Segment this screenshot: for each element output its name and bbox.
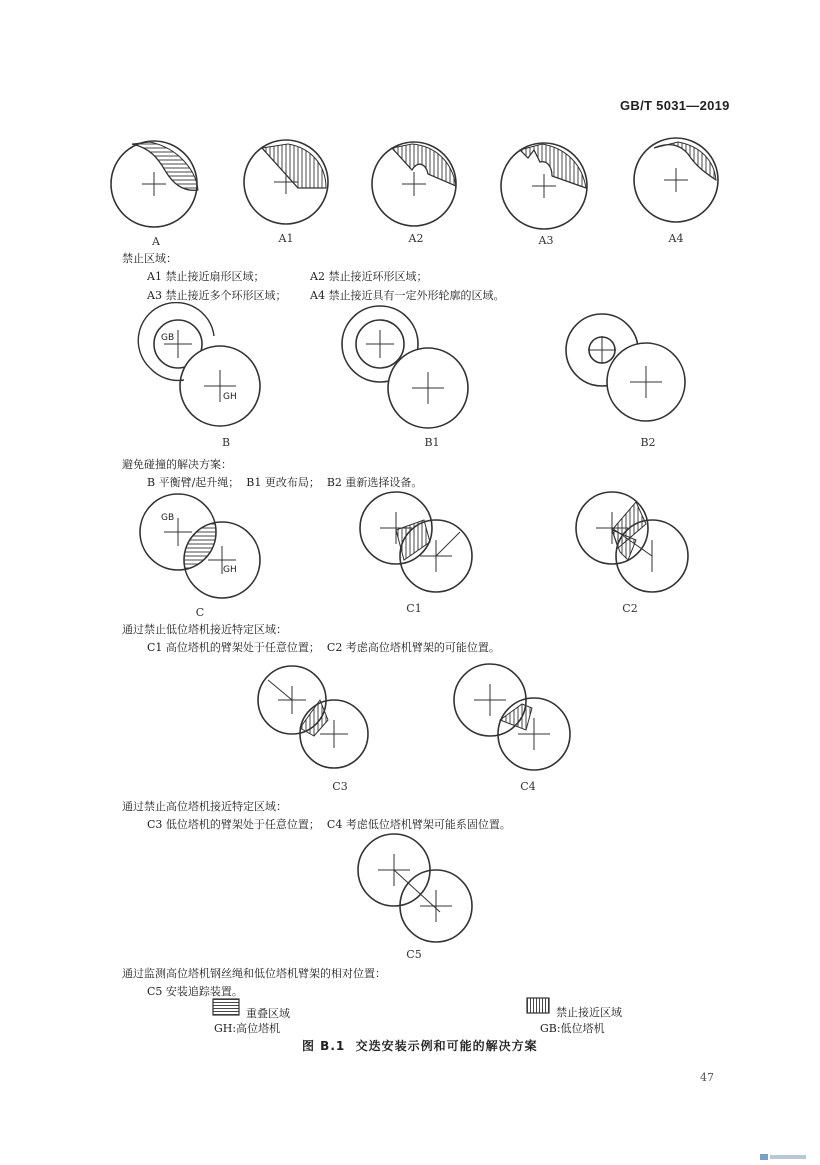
label-a: A bbox=[152, 235, 160, 248]
caption-a-title: 禁止区域： bbox=[122, 252, 177, 265]
diagram-c1 bbox=[360, 492, 472, 592]
label-a3: A3 bbox=[538, 234, 554, 247]
label-c4: C4 bbox=[520, 780, 536, 793]
diagram-c bbox=[140, 494, 260, 598]
diagram-c4 bbox=[454, 664, 570, 770]
label-c3: C3 bbox=[332, 780, 348, 793]
caption-a-line1: A1 禁止接近扇形区域； bbox=[147, 270, 265, 283]
legend-gh-label: GH:高位塔机 bbox=[214, 1022, 281, 1035]
caption-b-title: 避免碰撞的解决方案： bbox=[122, 458, 232, 471]
figure-row-c bbox=[0, 490, 820, 605]
figure-row-b bbox=[0, 302, 820, 437]
page-number: 47 bbox=[700, 1071, 714, 1084]
label-b: B bbox=[221, 436, 231, 449]
label-a1: A1 bbox=[278, 232, 294, 245]
caption-c-title: 通过禁止低位塔机接近特定区域： bbox=[122, 623, 287, 636]
label-a2: A2 bbox=[408, 232, 424, 245]
caption-c5-title: 通过监测高位塔机钢丝绳和低位塔机臂架的相对位置： bbox=[122, 967, 386, 980]
legend-overlap-swatch bbox=[212, 998, 242, 1018]
figure-row-c34 bbox=[0, 660, 820, 775]
diagram-a3 bbox=[501, 143, 587, 229]
diagram-a2 bbox=[372, 142, 456, 226]
standard-number: GB/T 5031—2019 bbox=[620, 98, 730, 113]
diagram-c3 bbox=[258, 666, 368, 768]
b-gb-label: GB bbox=[161, 333, 175, 343]
label-a4: A4 bbox=[668, 232, 684, 245]
c-gh-label: GH bbox=[223, 565, 237, 575]
diagram-b bbox=[138, 303, 260, 426]
legend-forbidden-swatch bbox=[526, 997, 556, 1017]
caption-a-line4: A4 禁止接近具有一定外形轮廓的区域。 bbox=[310, 289, 505, 302]
corner-watermark bbox=[760, 1146, 810, 1154]
diagram-b2 bbox=[566, 314, 685, 421]
c-gb-label: GB bbox=[161, 513, 175, 523]
caption-c34-title: 通过禁止高位塔机接近特定区域： bbox=[122, 800, 287, 813]
diagram-a bbox=[111, 141, 198, 227]
figure-row-c5 bbox=[0, 832, 820, 947]
diagram-c5 bbox=[358, 834, 472, 942]
diagram-b1 bbox=[342, 306, 468, 428]
legend-gb-label: GB:低位塔机 bbox=[540, 1022, 605, 1035]
legend-forbidden-label: 禁止接近区域 bbox=[556, 1006, 622, 1019]
diagram-a1 bbox=[244, 140, 328, 224]
caption-a-line3: A3 禁止接近多个环形区域； bbox=[147, 289, 287, 302]
label-c5: C5 bbox=[406, 948, 422, 961]
diagram-c2 bbox=[576, 492, 688, 592]
caption-a-line2: A2 禁止接近环形区域； bbox=[310, 270, 428, 283]
label-c1: C1 bbox=[406, 602, 422, 615]
diagram-a4 bbox=[634, 138, 718, 222]
figure-caption: 图 B.1 交迭安装示例和可能的解决方案 bbox=[302, 1039, 538, 1053]
label-c: C bbox=[195, 606, 205, 619]
label-b1: B1 bbox=[424, 436, 440, 449]
caption-c5-line: C5 安装追踪装置。 bbox=[147, 985, 243, 998]
label-c2: C2 bbox=[622, 602, 638, 615]
b-gh-label: GH bbox=[223, 392, 237, 402]
caption-c34-line: C3 低位塔机的臂架处于任意位置； C4 考虑低位塔机臂架可能系固位置。 bbox=[147, 818, 511, 831]
caption-b-line: B 平衡臂/起升绳； B1 更改布局； B2 重新选择设备。 bbox=[147, 476, 423, 489]
caption-c-line: C1 高位塔机的臂架处于任意位置； C2 考虑高位塔机臂架的可能位置。 bbox=[147, 641, 500, 654]
legend-overlap-label: 重叠区域 bbox=[246, 1007, 290, 1020]
label-b2: B2 bbox=[640, 436, 656, 449]
